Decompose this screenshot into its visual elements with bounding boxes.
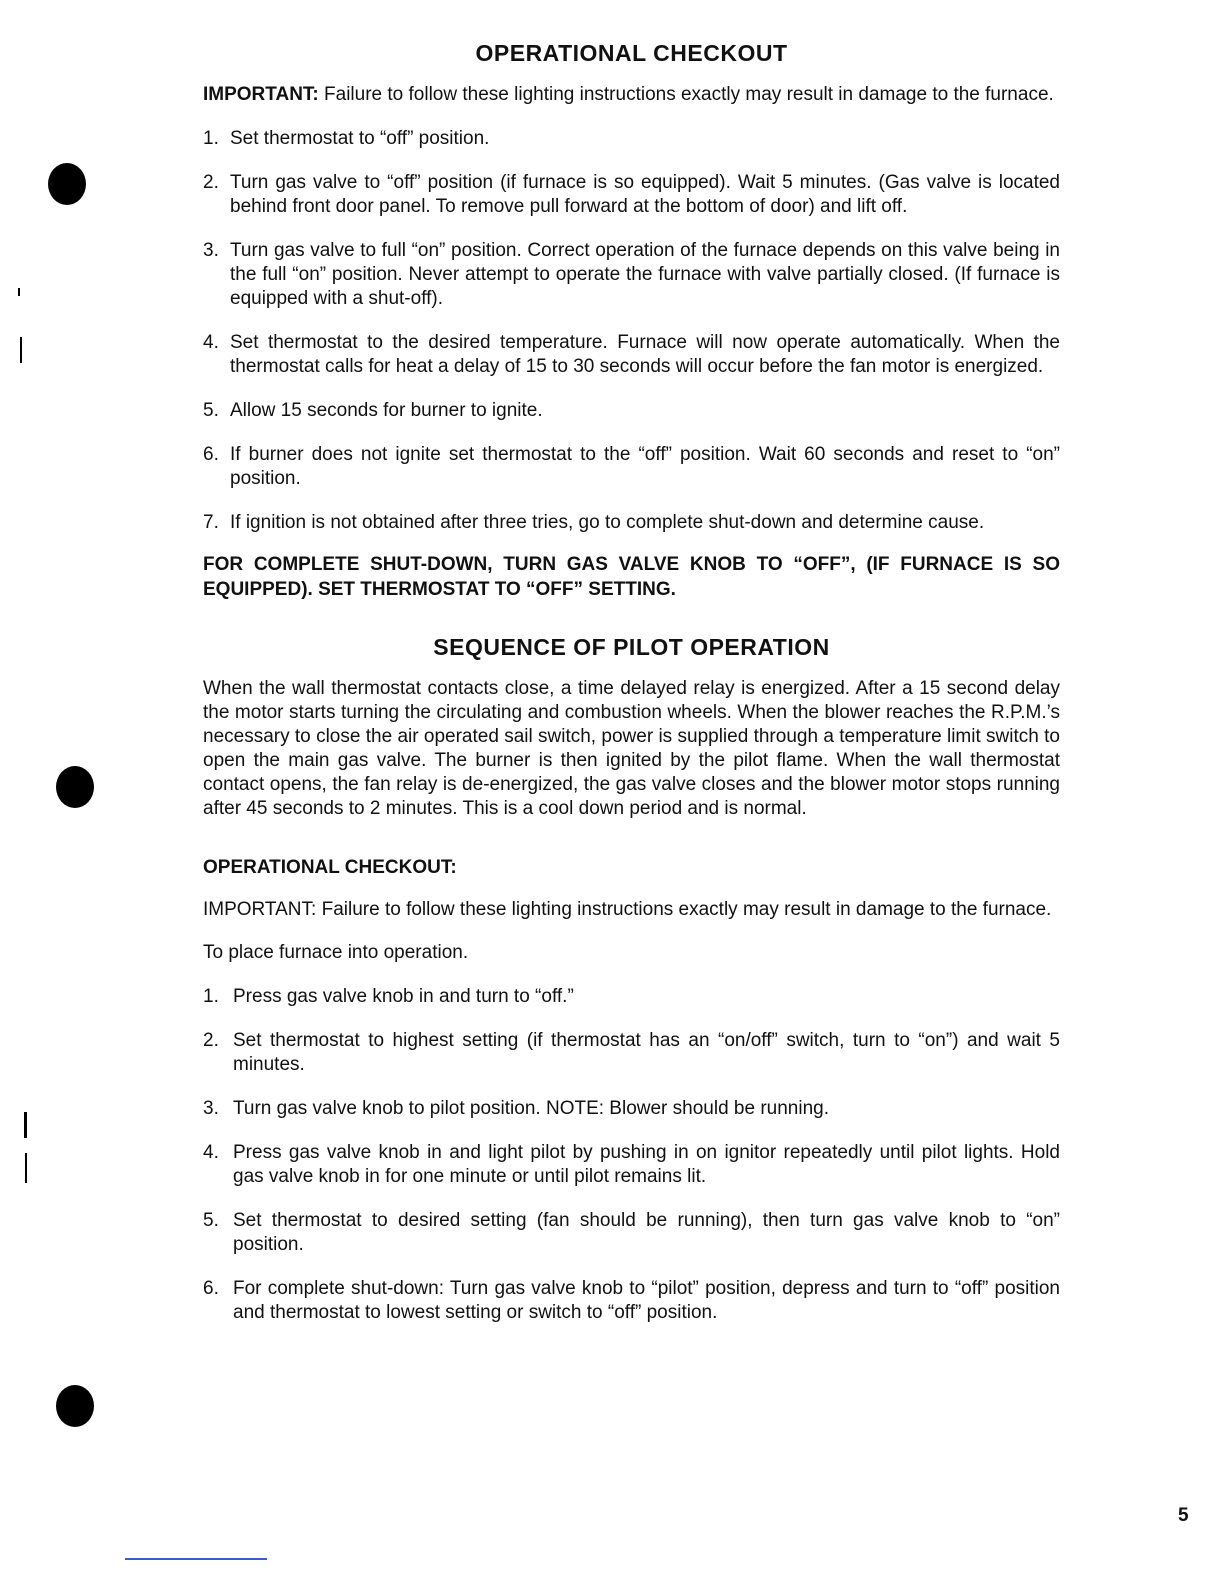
step-number: 7. [203,512,219,533]
step-number: 1. [203,128,219,149]
section-title-pilot-operation: SEQUENCE OF PILOT OPERATION [433,634,830,660]
step-text: Press gas valve knob in and turn to “off.” [233,986,574,1007]
list-item [203,1209,1060,1257]
step-text: Set thermostat to “off” position. [230,128,490,149]
step-text: Set thermostat to desired setting (fan should be running), then turn gas valve knob to “on” position. [233,1210,1060,1255]
step-number: 6. [203,444,219,465]
margin-mark [25,1153,27,1183]
step-text: If ignition is not obtained after three tries, go to complete shut-down and determine cause. [230,512,985,533]
step-text: Turn gas valve to “off” position (if furnace is so equipped). Wait 5 minutes. (Gas valve is located behind front door panel. To remove pull forward at the bottom of door) and lift off. [230,172,1060,217]
step-text: Allow 15 seconds for burner to ignite. [230,400,543,421]
punch-hole-bottom [56,1385,94,1427]
step-number: 4. [203,332,219,353]
list-item [203,1141,1060,1189]
step-text: Set thermostat to highest setting (if thermostat has an “on/off” switch, turn to “on”) and wait 5 minutes. [233,1030,1060,1075]
step-number: 2. [203,1030,219,1051]
step-text: If burner does not ignite set thermostat to the “off” position. Wait 60 seconds and reset to “on” position. [230,444,1060,489]
step-number: 2. [203,172,219,193]
page-number: 5 [1178,1505,1189,1526]
bottom-edge-line [125,1558,267,1560]
step-number: 3. [203,240,219,261]
list-item [203,985,1060,1009]
list-item [203,331,1060,379]
operation-intro: To place furnace into operation. [203,942,469,963]
punch-hole-middle [56,766,94,808]
main-content [203,40,1060,1325]
step-number: 3. [203,1098,219,1119]
operational-steps-list [203,127,1060,535]
margin-mark [18,288,20,296]
shutdown-warning: FOR COMPLETE SHUT-DOWN, TURN GAS VALVE KNOB TO “OFF”, (IF FURNACE IS SO EQUIPPED). SET THERMOSTAT TO “OFF” SETTING. [203,554,1060,600]
important-notice-2: IMPORTANT: Failure to follow these lighting instructions exactly may result in damage to the furnace. [203,899,1052,920]
list-item [203,1029,1060,1077]
step-number: 4. [203,1142,219,1163]
important-label: IMPORTANT: [203,84,319,105]
margin-mark [20,337,22,363]
step-text: For complete shut-down: Turn gas valve knob to “pilot” position, depress and turn to “off” position and thermostat to lowest setting or switch to “off” position. [233,1278,1060,1323]
list-item [203,171,1060,219]
section-title-operational-checkout: OPERATIONAL CHECKOUT [475,40,788,66]
step-number: 6. [203,1278,219,1299]
pilot-operation-paragraph: When the wall thermostat contacts close, a time delayed relay is energized. After a 15 second delay the motor starts turning the circulating and combustion wheels. When the blower reaches the R.P.M.’s necessary to close the air operated sail switch, power is supplied through a temperature limit switch to open the main gas valve. The burner is then ignited by the pilot flame. When the wall thermostat contact opens, the fan relay is de-energized, the gas valve closes and the blower motor stops running after 45 seconds to 2 minutes. This is a cool down period and is normal. [203,678,1060,819]
step-text: Set thermostat to the desired temperature. Furnace will now operate automatically. When the thermostat calls for heat a delay of 15 to 30 seconds will occur before the fan motor is energized. [230,332,1060,377]
step-number: 1. [203,986,219,1007]
important-notice [203,83,1060,107]
pilot-lighting-steps-list [203,985,1060,1325]
list-item [203,1277,1060,1325]
step-text: Turn gas valve knob to pilot position. NOTE: Blower should be running. [233,1098,830,1119]
list-item [203,511,1060,535]
step-text: Turn gas valve to full “on” position. Correct operation of the furnace depends on this valve being in the full “on” position. Never attempt to operate the furnace with valve partially closed. (If furnace is equipped with a shut-off). [230,240,1060,309]
step-number: 5. [203,400,219,421]
margin-mark [24,1112,27,1138]
punch-hole-top [48,163,86,205]
operational-checkout-heading: OPERATIONAL CHECKOUT: [203,857,457,878]
list-item [203,239,1060,311]
list-item [203,399,1060,423]
step-text: Press gas valve knob in and light pilot by pushing in on ignitor repeatedly until pilot lights. Hold gas valve knob in for one minute or until pilot remains lit. [233,1142,1060,1187]
list-item [203,127,1060,151]
list-item [203,1097,1060,1121]
step-number: 5. [203,1210,219,1231]
important-text: Failure to follow these lighting instructions exactly may result in damage to the furnace. [318,84,1054,105]
list-item [203,443,1060,491]
